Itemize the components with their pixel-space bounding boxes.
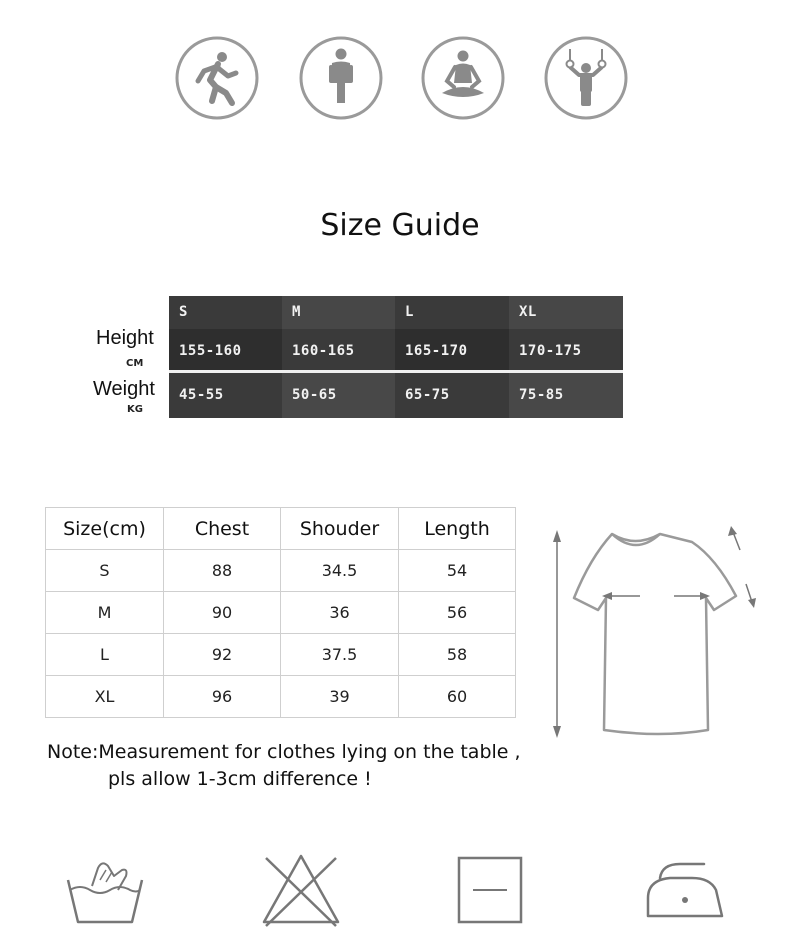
header-chest: Chest [164,508,281,550]
size-cell: S [46,550,164,592]
page-title: Size Guide [320,208,480,243]
weight-unit: KG [127,404,143,415]
shoulder-cell: 39 [281,676,399,718]
table-row [46,676,516,718]
do-not-bleach-icon [258,850,344,930]
length-cell: 58 [399,634,516,676]
size-cell: M [46,592,164,634]
size-cell: L [46,634,164,676]
low-iron-icon [640,850,726,930]
length-cell: 54 [399,550,516,592]
size-chart [169,296,623,418]
size-header-m: M [292,304,301,320]
height-m: 160-165 [292,343,355,359]
note-line-2: pls allow 1-3cm difference ! [108,768,372,790]
size-header-l: L [405,304,414,320]
size-header-s: S [179,304,188,320]
shoulder-cell: 36 [281,592,399,634]
table-row [46,550,516,592]
gymnastic-rings-icon [543,35,629,121]
weight-s: 45-55 [179,387,224,403]
height-xl: 170-175 [519,343,582,359]
chest-cell: 88 [164,550,281,592]
height-l: 165-170 [405,343,468,359]
chest-cell: 92 [164,634,281,676]
height-s: 155-160 [179,343,242,359]
height-label: Height [96,327,154,349]
height-unit: CM [126,358,144,369]
weight-xl: 75-85 [519,387,564,403]
shoulder-cell: 37.5 [281,634,399,676]
table-header-row [46,508,516,550]
header-length: Length [399,508,516,550]
chest-cell: 96 [164,676,281,718]
weight-l: 65-75 [405,387,450,403]
shoulder-cell: 34.5 [281,550,399,592]
size-cell: XL [46,676,164,718]
length-cell: 56 [399,592,516,634]
standing-icon [298,35,384,121]
chest-cell: 90 [164,592,281,634]
header-shoulder: Shouder [281,508,399,550]
tshirt-measurement-diagram [540,522,770,747]
meditation-icon [420,35,506,121]
dry-flat-icon [451,850,537,930]
table-row [46,592,516,634]
size-header-xl: XL [519,304,537,320]
length-cell: 60 [399,676,516,718]
note-line-1: Note:Measurement for clothes lying on the table , [47,741,521,763]
hand-wash-icon [62,850,148,930]
weight-label: Weight [93,378,155,400]
running-icon [174,35,260,121]
measurement-table [45,507,516,718]
header-size: Size(cm) [46,508,164,550]
weight-m: 50-65 [292,387,337,403]
table-row [46,634,516,676]
